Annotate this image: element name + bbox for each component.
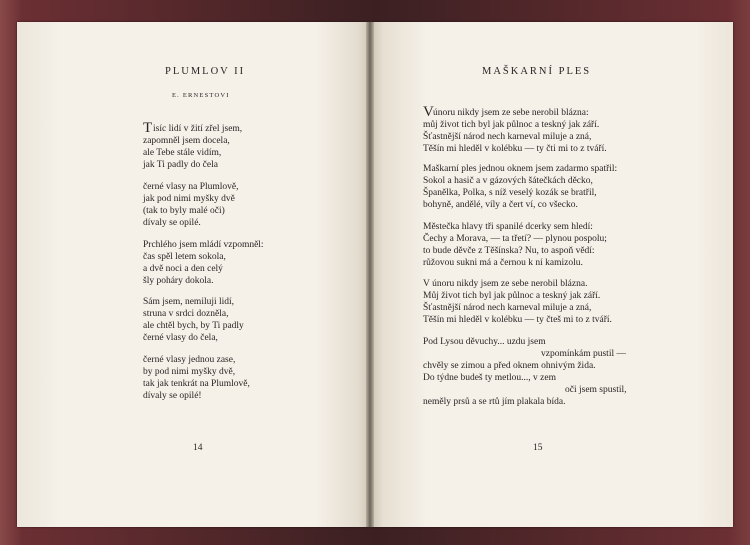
poem-line: struna v srdci dozněla, [143, 309, 229, 319]
poem-line: V únoru nikdy jsem ze sebe nerobil blázna. [423, 279, 588, 289]
poem-line: jak pod nimi myšky dvě [143, 194, 235, 204]
right-page [372, 22, 733, 527]
poem-line: oči jsem spustil, [565, 385, 627, 395]
poem-line: Pod Lysou děvuchy... uzdu jsem [423, 337, 546, 347]
poem-line: šly poháry dokola. [143, 276, 214, 286]
poem-line: Můj život tich byl jak půlnoc a teskný jak září. [423, 291, 601, 301]
right-page-number: 15 [533, 443, 543, 453]
poem-line: a dvě noci a den celý [143, 264, 223, 274]
poem-line: to bude děvče z Těšínska? Nu, to aspoň vědí: [423, 246, 595, 256]
poem-line: Do týdne budeš ty metlou..., v zem [423, 373, 556, 383]
left-poem-title: PLUMLOV II [165, 66, 246, 77]
poem-line: Prchlého jsem mládí vzpomněl: [143, 240, 264, 250]
poem-line: dívaly se opilé! [143, 391, 202, 401]
book-gutter [366, 22, 374, 527]
poem-line: chvěly se zimou a před oknem ohnivým žida. [423, 361, 596, 371]
poem-line: Městečka hlavy tři spanilé dcerky sem hledí: [423, 222, 593, 232]
poem-line: čas spěl letem sokola, [143, 252, 226, 262]
poem-line: zapomněl jsem docela, [143, 136, 230, 146]
poem-line: Maškarní ples jednou oknem jsem zadarmo spatřil: [423, 164, 618, 174]
poem-line: černé vlasy jednou zase, [143, 355, 236, 365]
poem-line: růžovou sukni má a černou k ní kamizolu. [423, 258, 583, 268]
poem-line: černé vlasy do čela, [143, 333, 218, 343]
poem-line: Španělka, Polka, s níž veselý kozák se bratřil, [423, 188, 597, 198]
poem-line: isíc lidí v žití zřel jsem, [153, 124, 243, 134]
poem-line: Těšín mi hleděl v kolébku — ty čteš mi to z tváří. [423, 315, 612, 325]
poem-line: Šťastnější národ nech karneval miluje a zná, [423, 132, 592, 142]
poem-line: tak jak tenkrát na Plumlově, [143, 379, 250, 389]
poem-line: by pod nimi myšky dvě, [143, 367, 236, 377]
poem-line: neměly prsů a se rtů jím plakala bída. [423, 397, 566, 407]
poem-line: Sokol a hasič a v gázových šátečkách děcko, [423, 176, 593, 186]
poem-line: Čechy a Morava, — ta třetí? — plynou pospolu; [423, 234, 607, 244]
poem-line: Šťastnější národ nech karneval miluje a zná, [423, 303, 592, 313]
poem-line: bohyně, andělé, víly a čert ví, co všecko. [423, 200, 578, 210]
left-drop-cap: T [143, 120, 153, 136]
poem-line: Těšín mi hleděl v kolébku — ty čti mi to z tváří. [423, 144, 607, 154]
right-poem-title: MAŠKARNÍ PLES [482, 66, 592, 77]
poem-line: ale Tebe stále vidím, [143, 148, 222, 158]
poem-line: (tak to byly malé oči) [143, 206, 225, 216]
poem-line: jak Ti padly do čela [143, 160, 218, 170]
right-drop-cap: V [423, 104, 434, 120]
poem-line: únoru nikdy jsem ze sebe nerobil blázna: [433, 108, 589, 118]
poem-line: Sám jsem, nemiluji lidí, [143, 297, 235, 307]
poem-line: černé vlasy na Plumlově, [143, 182, 239, 192]
poem-line: ale chtěl bych, by Ti padly [143, 321, 244, 331]
left-poem-dedication: E. ERNESTOVI [172, 92, 230, 99]
poem-line: vzpomínkám pustil — [541, 349, 626, 359]
left-page-number: 14 [193, 443, 203, 453]
poem-line: dívaly se opilé. [143, 218, 201, 228]
poem-line: můj život tich byl jak půlnoc a teskný jak září. [423, 120, 600, 130]
